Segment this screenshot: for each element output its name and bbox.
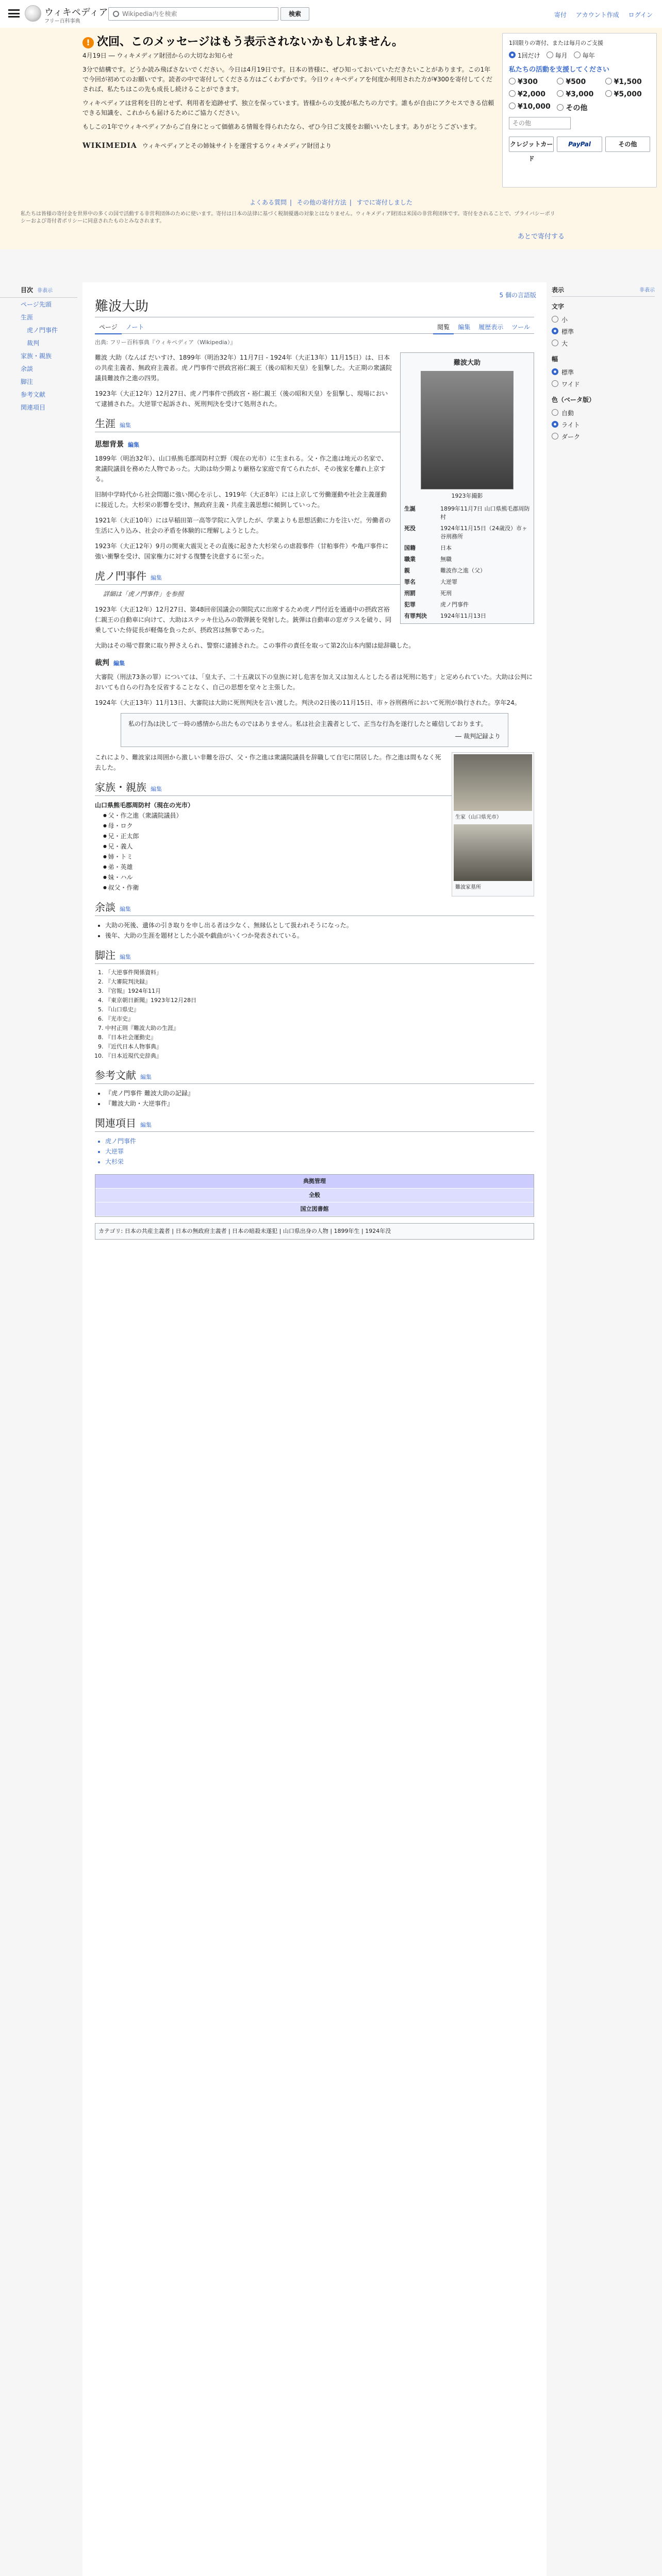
- grave-photo[interactable]: [454, 824, 532, 881]
- search-icon: [113, 11, 119, 17]
- toc-hide-button[interactable]: 非表示: [37, 288, 53, 294]
- search-input[interactable]: [122, 9, 275, 19]
- text-size-large[interactable]: 大: [552, 337, 655, 349]
- lead-paragraph: 難波 大助（なんば だいすけ、1899年（明治32年）11月7日 - 1924年（大正13年）11月15日）は、日本の共産主義者、無政府主義者。虎ノ門事件で摂政宮裕仁親王（後の昭和天皇）を狙撃した。大正期の衆議院議員難波作之進の四男。: [95, 354, 392, 382]
- donate-link[interactable]: 寄付: [554, 11, 567, 19]
- menu-icon[interactable]: [8, 9, 20, 18]
- other-amount-input[interactable]: [509, 117, 571, 129]
- infobox-title: 難波大助: [453, 359, 481, 367]
- footnote: 2. 『大審院判決録』: [105, 977, 534, 987]
- color-auto[interactable]: 自動: [552, 407, 655, 419]
- pay-other-button[interactable]: その他: [605, 137, 650, 152]
- amount-option[interactable]: ¥1,500: [605, 78, 650, 86]
- main-article-note[interactable]: 詳細は「虎ノ門事件」を参照: [103, 590, 184, 598]
- width-standard[interactable]: 標準: [552, 366, 655, 378]
- width-wide[interactable]: ワイド: [552, 378, 655, 390]
- infobox-label: 生誕: [404, 505, 416, 512]
- banner-paragraph: もしこの1年でウィキペディアからご自身にとって価値ある情報を得られたなら、ぜひ今日ご支援をお願いいたします。ありがとうございます。: [82, 123, 481, 130]
- pay-card-button[interactable]: クレジットカード: [509, 137, 554, 152]
- toc-item[interactable]: 余談: [21, 365, 34, 372]
- banner-fine-print: 私たちは皆様の寄付金を世界中の多くの国で活動する非営利団体のために使います。寄付は日本の法律に基づく税制優遇の対象とはなりません。ウィキメディア財団は米国の非営利団体です。寄付をされることで、プライバシーポリシーおよび寄付者ポリシーに同意されたものとみなされます。: [21, 211, 555, 224]
- infobox-label: 国籍: [404, 545, 416, 551]
- edit-link[interactable]: 編集: [113, 660, 125, 667]
- language-button[interactable]: 5 個の言語版: [499, 292, 536, 299]
- edit-link[interactable]: 編集: [128, 442, 139, 448]
- table-of-contents: [0, 285, 77, 414]
- infobox-label: 罪名: [404, 579, 416, 585]
- lead-paragraph: 1923年（大正12年）12月27日、虎ノ門事件で摂政宮・裕仁親王（後の昭和天皇）を狙撃し、現場において逮捕された。大逆罪で起訴され、死刑判決を受けて処刑された。: [95, 390, 388, 408]
- toc-item[interactable]: 生涯: [21, 314, 34, 321]
- related-link[interactable]: • 大杉栄: [105, 1157, 534, 1167]
- color-label: 色（ベータ版）: [552, 396, 595, 403]
- paragraph: 1923年（大正12年）12月27日、第48回帝国議会の開院式に出席するため虎ノ門付近を通過中の摂政宮裕仁親王の自動車に向けて、大助はステッキ仕込みの散弾銃を発射した。銃弾は自動車の窓ガラスを破り、同乗していた侍従長が軽傷を負ったが、摂政宮は無事であった。: [95, 606, 392, 634]
- appearance-hide-button[interactable]: 非表示: [639, 287, 655, 293]
- edit-link[interactable]: 編集: [120, 422, 131, 429]
- banner-links: よくある質問 | その他の寄付方法 | すでに寄付しました: [249, 199, 413, 206]
- photo-caption: 難波家墓所: [455, 885, 481, 890]
- infobox-value: 無職: [440, 556, 452, 563]
- footnote: 6. 『光市史』: [105, 1014, 534, 1024]
- article: [82, 282, 547, 2576]
- quote-box: [121, 713, 508, 747]
- infobox-value: 1924年11月15日（24歳没）市ヶ谷刑務所: [440, 525, 527, 540]
- tab-history[interactable]: 履歴表示: [478, 324, 504, 331]
- infobox-label: 有罪判決: [404, 613, 427, 619]
- navbox-row[interactable]: 国立図書館: [95, 1202, 534, 1216]
- tab-tools[interactable]: ツール: [511, 324, 530, 331]
- amount-option[interactable]: ¥3,000: [557, 90, 602, 98]
- section-heading-family: 家族・親族 編集: [95, 782, 534, 796]
- paragraph: 大審院（刑法73条の罪）については、「皇太子、二十五歳以下の皇族に対し危害を加え又は加えんとしたる者は死刑に処す」と定められていた。大助は公判においても自らの行為を反省することなく、自己の思想を堂々と主張した。: [95, 673, 533, 691]
- edit-link[interactable]: 編集: [140, 1074, 152, 1080]
- edit-link[interactable]: 編集: [120, 906, 131, 912]
- toc-item[interactable]: ページ先頭: [21, 301, 52, 308]
- frequency-once[interactable]: 1回だけ: [509, 51, 540, 60]
- subsection-heading: 思想背景 編集: [95, 440, 139, 449]
- toc-title: 目次 非表示: [0, 285, 77, 298]
- quote-source: ― 裁判記録より: [455, 733, 501, 740]
- already-donated-link[interactable]: すでに寄付しました: [356, 199, 413, 206]
- paragraph: 1924年（大正13年）11月13日、大審院は大助に死刑判決を言い渡した。判決の2日後の11月15日、市ヶ谷刑務所において死刑が執行された。享年24。: [95, 699, 521, 706]
- footnote: 3. 『官報』1924年11月: [105, 987, 534, 996]
- page-tabs: [95, 320, 534, 334]
- family-member: ● 母・ロク: [103, 821, 534, 831]
- header: [0, 0, 662, 28]
- paragraph: これにより、難波家は周囲から激しい非難を浴び、父・作之進は衆議院議員を辞職して自宅に閉居した。作之進は間もなく死去した。: [95, 754, 441, 771]
- amount-option[interactable]: ¥10,000: [509, 103, 554, 113]
- paragraph: 大助はその場で群衆に取り押さえられ、警察に逮捕された。この事件の責任を取って第2次山本内閣は総辞職した。: [95, 642, 415, 649]
- footnote: 7. 中村正則『難波大助の生涯』: [105, 1024, 534, 1033]
- text-size-standard[interactable]: 標準: [552, 326, 655, 337]
- quote-text: 私の行為は決して一時の感情から出たものではありません。私は社会主義者として、正当な行為を遂行したと確信しております。: [128, 720, 487, 727]
- infobox-table: [403, 503, 532, 621]
- amount-option[interactable]: ¥2,000: [509, 90, 554, 98]
- infobox-label: 職業: [404, 556, 416, 563]
- infobox-caption: 1923年撮影: [451, 493, 483, 499]
- pay-paypal-button[interactable]: PayPal: [557, 137, 602, 152]
- footnote: 4. 『東京朝日新聞』1923年12月28日: [105, 996, 534, 1005]
- trivia-item: • 後年、大助の生涯を題材とした小説や戯曲がいくつか発表されている。: [105, 930, 534, 941]
- create-account-link[interactable]: アカウント作成: [575, 11, 619, 19]
- section-heading-notes: 脚注 編集: [95, 950, 534, 964]
- banner-headline: ! 次回、このメッセージはもう表示されないかもしれません。: [82, 33, 495, 49]
- text-size-label: 文字: [552, 303, 565, 310]
- edit-link[interactable]: 編集: [120, 954, 131, 960]
- tab-edit[interactable]: 編集: [458, 324, 471, 331]
- faq-link[interactable]: よくある質問: [249, 199, 287, 206]
- maybe-later-link[interactable]: あとで寄付する: [518, 233, 565, 241]
- wikimedia-logo: WIKIMEDIA ウィキペディアとその姉妹サイトを運営するウィキメディア財団より: [82, 142, 332, 150]
- family-member: ● 叔父・作衛: [103, 883, 534, 893]
- family-member: ● 妹・ハル: [103, 872, 534, 883]
- color-dark[interactable]: ダーク: [552, 431, 655, 443]
- infobox-label: 犯罪: [404, 601, 416, 608]
- family-origin: 山口県熊毛郡周防村（現在の光市）: [95, 802, 194, 809]
- banner-paragraph: 3分で結構です。どうか読み飛ばさないでください。今日は4月19日です。日本の皆様に、ぜひ知っておいていただきたいことがあります。この1年で今回が初めてのお願いです。読者の中で寄付してくださる方はごくわずかです。今日ウィキペディアを何度か利用された方が¥300を寄付してくだされば、私たちはこの先も成長し続けることができます。: [82, 66, 492, 93]
- paragraph: 1921年（大正10年）には早稲田第一高等学院に入学したが、学業よりも思想活動に力を注いだ。労働者の生活に入り込み、社会の矛盾を体験的に理解しようとした。: [95, 517, 391, 534]
- category-links[interactable]: カテゴリ: 日本の共産主義者 | 日本の無政府主義者 | 日本の暗殺未遂犯 | 山口県出身の人物 | 1899年生 | 1924年没: [95, 1223, 534, 1240]
- subsection-heading-trial: 裁判 編集: [95, 659, 125, 667]
- footnote: 5. 『山口県史』: [105, 1005, 534, 1014]
- trivia-item: • 大助の死後、遺体の引き取りを申し出る者は少なく、無縁仏として扱われそうになった。: [105, 920, 534, 930]
- section-heading-life: 生涯 編集: [95, 418, 534, 432]
- footnote: 10. 『日本近現代史辞典』: [105, 1052, 534, 1061]
- footnote: 9. 『近代日本人物事典』: [105, 1042, 534, 1052]
- banner-body: [82, 65, 495, 132]
- search-button[interactable]: 検索: [280, 7, 309, 21]
- section-heading-references: 参考文献 編集: [95, 1070, 534, 1084]
- payment-methods: [509, 137, 650, 162]
- infobox-value: 虎ノ門事件: [440, 601, 469, 608]
- family-member: ● 兄・義人: [103, 841, 534, 852]
- banner-paragraph: ウィキペディアは営利を目的とせず、利用者を追跡せず、独立を保っています。皆様からの支援が私たちの力です。誰もが自由にアクセスできる信頼できる知識を、これからも届けるためにご協力ください。: [82, 99, 494, 116]
- family-member: ● 姉・トミ: [103, 852, 534, 862]
- infobox-label: 刑罰: [404, 590, 416, 597]
- appearance-title: 表示 非表示: [552, 285, 655, 297]
- navbox-title[interactable]: 典拠管理: [95, 1175, 534, 1189]
- paragraph: 旧制中学時代から社会問題に強い関心を示し、1919年（大正8年）には上京して労働運動や社会主義運動に接近した。大杉栄の影響を受け、無政府主義・共産主義思想に傾倒していった。: [95, 491, 387, 509]
- amount-options: [509, 78, 650, 113]
- appearance-panel: [552, 285, 655, 443]
- photo-gallery: [452, 752, 534, 896]
- search-box[interactable]: [108, 7, 278, 21]
- color-light[interactable]: ライト: [552, 419, 655, 431]
- donation-question: 1回限りの寄付、または毎月のご支援: [509, 40, 603, 46]
- reference-item: • 『虎ノ門事件 難波大助の記録』: [105, 1088, 534, 1098]
- birthplace-photo[interactable]: [454, 754, 532, 811]
- toc-item[interactable]: 脚注: [21, 378, 34, 385]
- section-heading-related: 関連項目 編集: [95, 1118, 534, 1132]
- infobox-label: 親: [404, 567, 410, 574]
- footnote: 8. 『日本社会運動史』: [105, 1033, 534, 1042]
- portrait-image[interactable]: [421, 371, 514, 489]
- amount-option[interactable]: ¥5,000: [605, 90, 650, 98]
- toc-item[interactable]: 関連項目: [21, 404, 46, 411]
- related-link[interactable]: • 虎ノ門事件: [105, 1136, 534, 1146]
- banner-date: 4月19日 ― ウィキメディア財団からの大切なお知らせ: [82, 52, 234, 59]
- infobox: [400, 352, 534, 624]
- footnote: 1. 「大逆事件関係資料」: [105, 968, 534, 977]
- tab-page[interactable]: ページ: [95, 320, 122, 334]
- amount-option[interactable]: ¥500: [557, 78, 602, 86]
- family-member: ● 兄・正太郎: [103, 831, 534, 841]
- frequency-selector: [509, 51, 650, 60]
- photo-caption: 生家（山口県光市）: [455, 815, 502, 820]
- family-member: ● 弟・英雄: [103, 862, 534, 872]
- toc-item[interactable]: 家族・親族: [21, 352, 52, 360]
- donation-form: [502, 33, 657, 188]
- toc-subitem[interactable]: 虎ノ門事件: [27, 327, 58, 334]
- infobox-value: 1924年11月13日: [440, 613, 486, 619]
- amount-option[interactable]: その他: [557, 103, 602, 113]
- toc-subitem[interactable]: 裁判: [27, 340, 40, 347]
- site-subtitle: フリー百科事典: [44, 19, 80, 24]
- source-note: 出典: フリー百科事典『ウィキペディア（Wikipedia）』: [95, 339, 236, 346]
- infobox-value: 大逆罪: [440, 579, 457, 585]
- reference-item: • 『難波大助・大逆事件』: [105, 1098, 534, 1109]
- wikipedia-logo-icon[interactable]: [25, 5, 41, 22]
- infobox-value: 日本: [440, 545, 452, 551]
- frequency-yearly[interactable]: 毎年: [574, 51, 595, 60]
- banner-message: [82, 33, 495, 150]
- infobox-value: 難波作之進（父）: [440, 567, 486, 574]
- warning-icon: !: [82, 37, 94, 48]
- infobox-label: 死没: [404, 525, 416, 532]
- infobox-value: 1899年11月7日 山口県熊毛郡周防村: [440, 505, 530, 520]
- frequency-monthly[interactable]: 毎月: [547, 51, 568, 60]
- edit-link[interactable]: 編集: [140, 1122, 152, 1128]
- navbox-row[interactable]: 全般: [95, 1189, 534, 1202]
- text-size-small[interactable]: 小: [552, 314, 655, 326]
- toc-item[interactable]: 参考文献: [21, 391, 46, 398]
- section-heading-toranomon: 虎ノ門事件 編集: [95, 571, 534, 585]
- edit-link[interactable]: 編集: [151, 574, 162, 581]
- width-label: 幅: [552, 355, 558, 363]
- amount-option[interactable]: ¥300: [509, 78, 554, 86]
- login-link[interactable]: ログイン: [628, 11, 653, 19]
- related-link[interactable]: • 大逆罪: [105, 1146, 534, 1157]
- edit-link[interactable]: 編集: [151, 786, 162, 792]
- footnotes: [95, 968, 534, 1061]
- authority-navbox: [95, 1174, 534, 1217]
- tab-talk[interactable]: ノート: [125, 324, 144, 331]
- paragraph: 1899年（明治32年）、山口県熊毛郡周防村立野（現在の光市）に生まれる。父・作之進は地元の名家で、衆議院議員を務めた人物であった。大助は幼少期より厳格な家庭で育てられたが、その後家を離れ上京する。: [95, 455, 388, 483]
- user-links: [547, 10, 653, 19]
- site-name[interactable]: ウィキペディア: [44, 7, 108, 18]
- section-heading-trivia: 余談 編集: [95, 902, 534, 916]
- family-member: ● 父・作之進（衆議院議員）: [103, 810, 534, 821]
- page-title: 難波大助: [95, 296, 534, 317]
- other-ways-link[interactable]: その他の寄付方法: [296, 199, 346, 206]
- tab-read[interactable]: 閲覧: [433, 320, 454, 334]
- donation-title: 私たちの活動を支援してください: [509, 66, 610, 74]
- infobox-value: 死刑: [440, 590, 452, 597]
- paragraph: 1923年（大正12年）9月の関東大震災とその直後に起きた大杉栄らの虐殺事件（甘粕事件）や亀戸事件に強い衝撃を受け、国家権力に対する復讐を決意するに至った。: [95, 543, 389, 560]
